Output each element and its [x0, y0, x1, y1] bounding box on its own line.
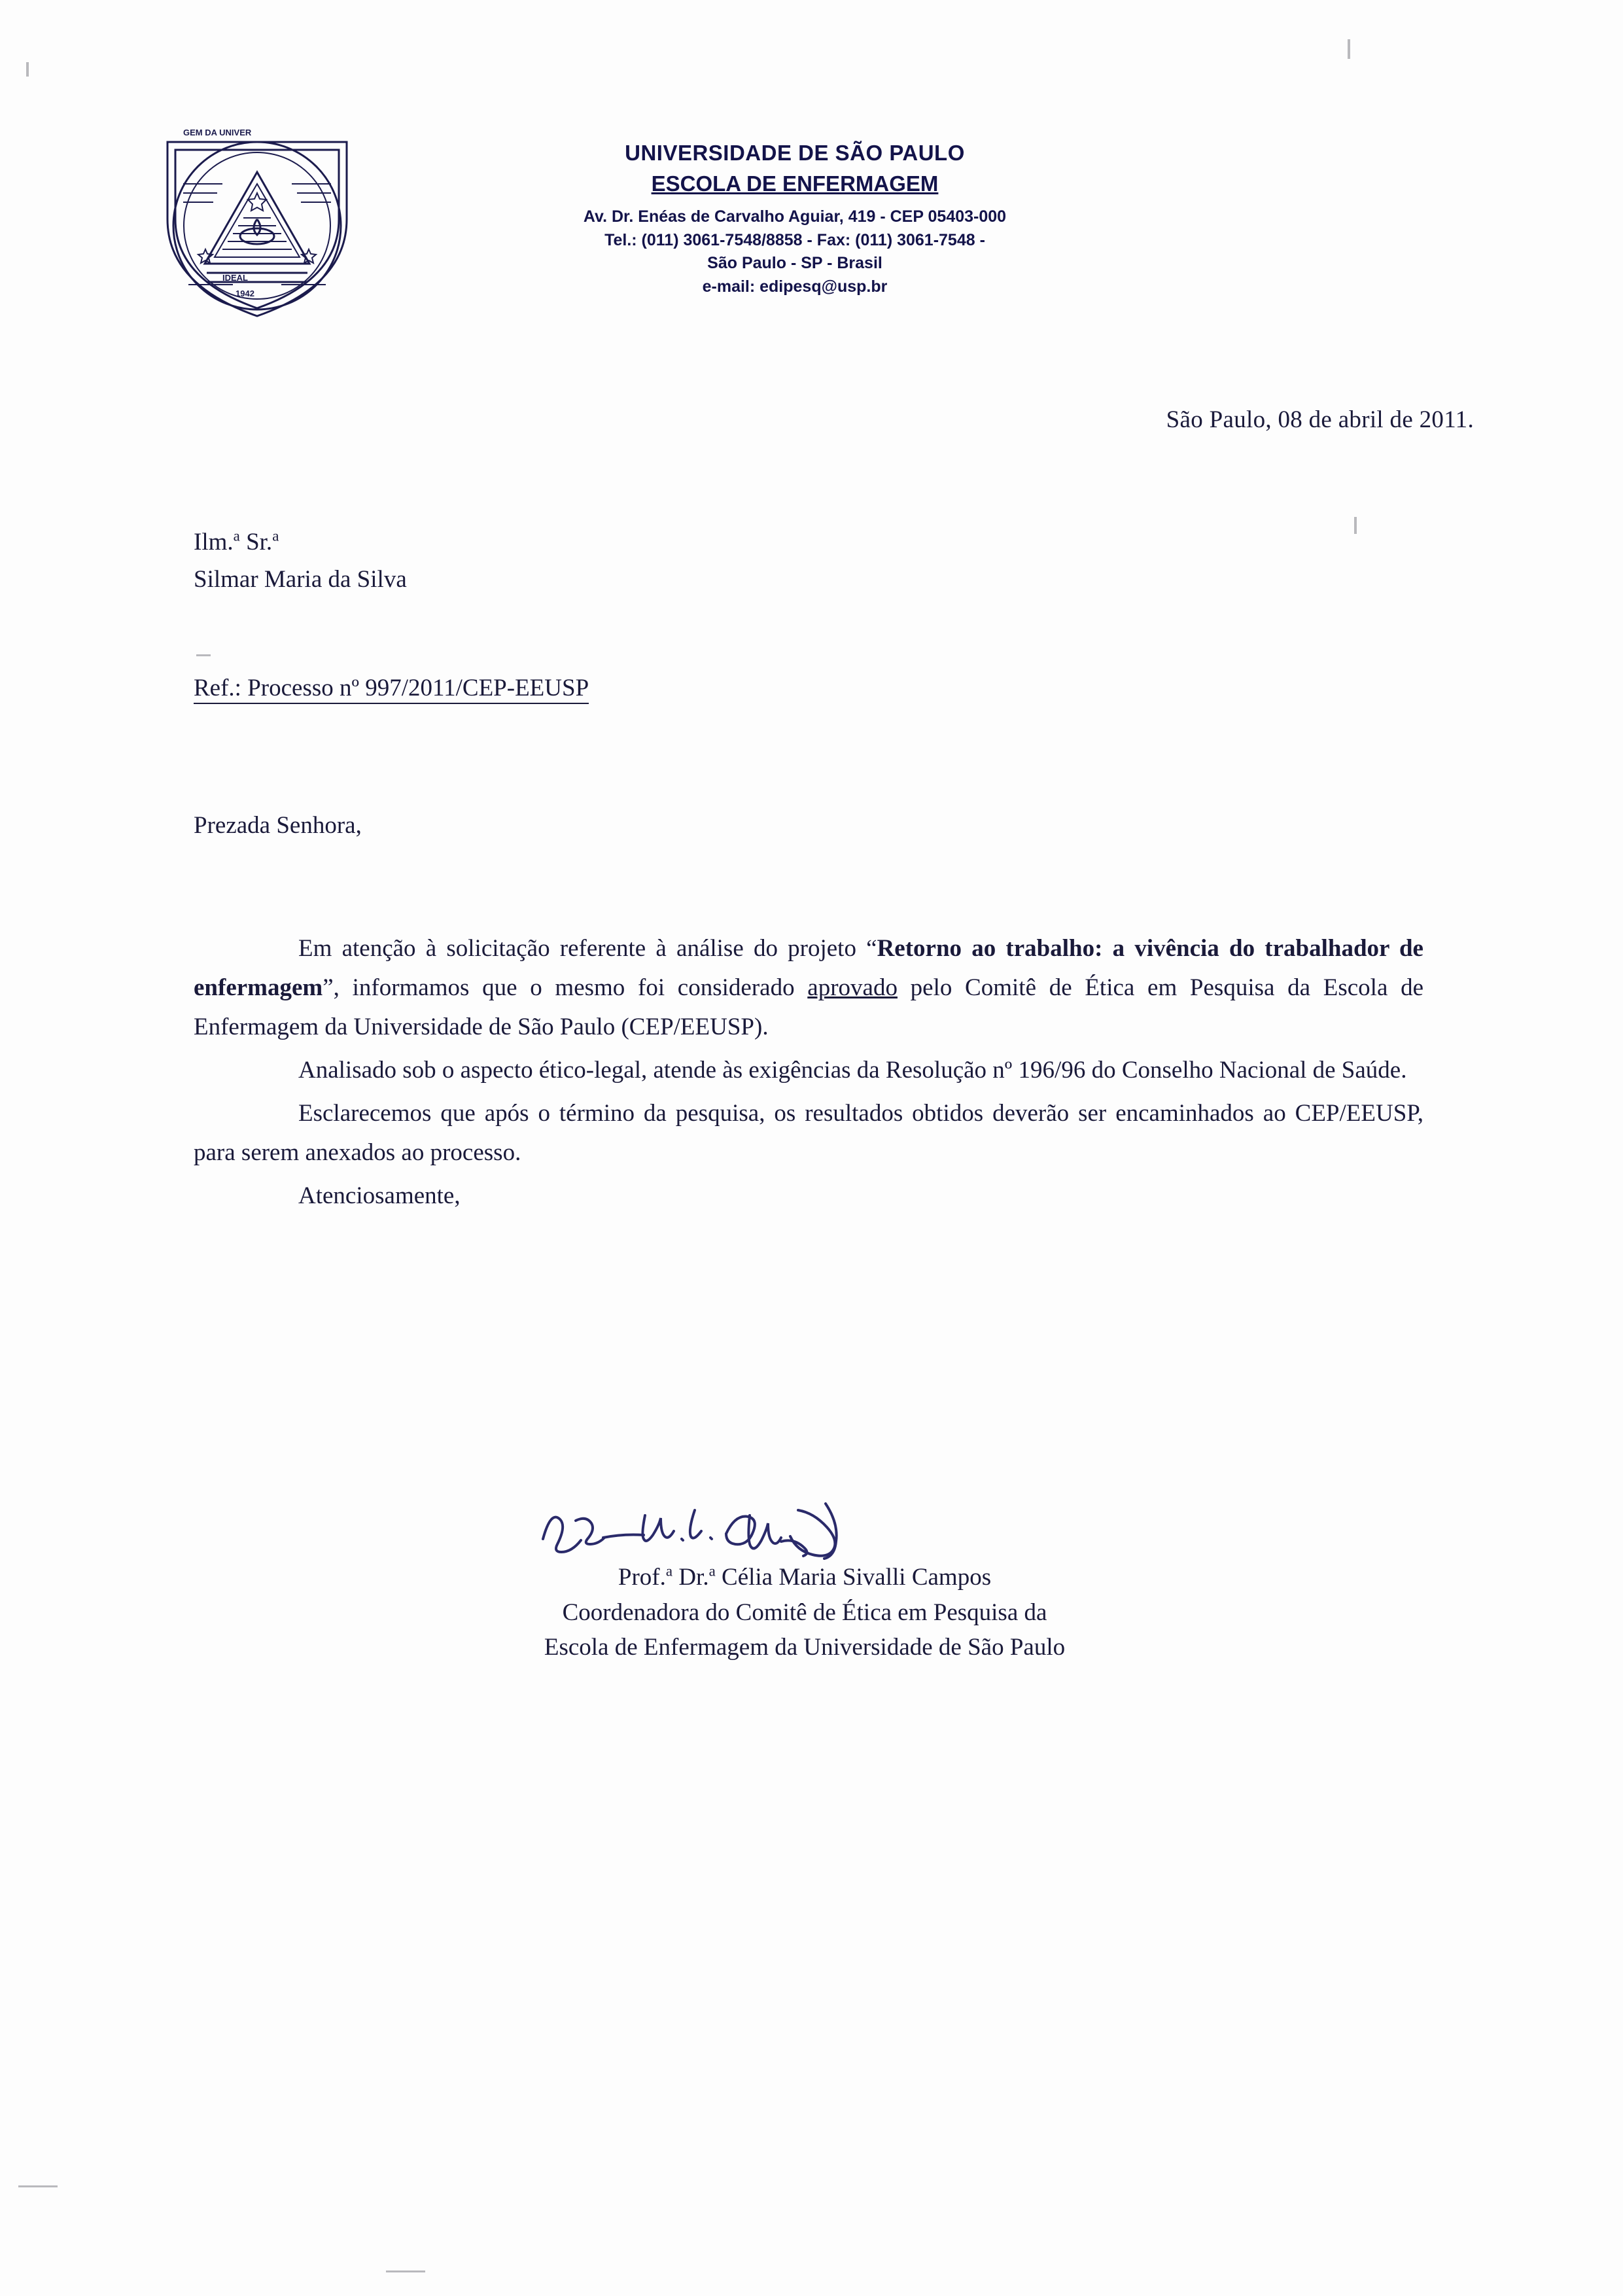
greeting: Prezada Senhora,	[194, 812, 362, 839]
university-crest-icon	[149, 121, 365, 324]
scan-artifact	[1348, 39, 1350, 59]
approval-word: aprovado	[807, 974, 898, 1001]
addressee-title: Ilm.$^a$ Sr.$^a$	[194, 527, 279, 556]
paragraph-resolution: Analisado sob o aspecto ético-legal, atende às exigências da Resolução nº 196/96 do Conselho Nacional de Saúde.	[298, 1056, 1407, 1084]
closing: Atenciosamente,	[298, 1182, 461, 1209]
reference-label: Ref.:	[194, 675, 241, 704]
svg-text:IDEAL: IDEAL	[222, 273, 248, 283]
scan-artifact	[26, 62, 29, 77]
letter-body	[194, 929, 1423, 1220]
scan-artifact	[18, 2185, 58, 2187]
handwritten-signature-icon	[419, 1498, 1191, 1570]
paragraph-approval	[194, 929, 1423, 1047]
paragraph-results: Esclarecemos que após o término da pesquisa, os resultados obtidos deverão ser encaminhados ao CEP/EEUSP, para serem anexados ao processo.	[194, 1099, 1423, 1166]
signature-name-block	[419, 1560, 1191, 1665]
paragraph1-part-a: Em atenção à solicitação referente à análise do projeto “	[298, 935, 877, 962]
addressee-block	[194, 523, 407, 599]
reference-value: Processo nº 997/2011/CEP-EEUSP	[247, 675, 589, 704]
letterhead	[0, 121, 1623, 337]
organization-unit: ESCOLA DE ENFERMAGEM	[651, 171, 939, 196]
reference-text	[194, 675, 589, 704]
signer-name: Prof.$^a$ Dr.$^a$ Célia Maria Sivalli Campos	[618, 1563, 992, 1591]
organization-address: Av. Dr. Enéas de Carvalho Aguiar, 419 - CEP 05403-000	[583, 207, 1007, 226]
organization-block	[419, 141, 1171, 298]
paragraph1-part-b: ”, informamos que o mesmo foi considerado	[323, 974, 808, 1001]
scan-artifact	[1354, 517, 1357, 534]
scan-artifact	[386, 2270, 425, 2272]
signer-role-line1: Coordenadora do Comitê de Ética em Pesquisa da	[562, 1598, 1047, 1626]
svg-text:1942: 1942	[236, 289, 254, 298]
scan-artifact	[196, 654, 211, 656]
city-date: São Paulo, 08 de abril de 2011.	[1166, 406, 1474, 433]
organization-city-state: São Paulo - SP - Brasil	[707, 254, 882, 272]
organization-name: UNIVERSIDADE DE SÃO PAULO	[625, 141, 965, 165]
svg-text:GEM DA UNIVER: GEM DA UNIVER	[183, 128, 252, 137]
signer-role-line2: Escola de Enfermagem da Universidade de São Paulo	[544, 1634, 1066, 1661]
reference-line	[194, 674, 589, 702]
signature-block	[419, 1498, 1191, 1665]
project-title: Retorno ao trabalho: a vivência do trabalhador de enfermagem	[194, 935, 1423, 1001]
organization-phone: Tel.: (011) 3061-7548/8858 - Fax: (011) 3061-7548 -	[604, 230, 985, 249]
organization-email: e-mail: edipesq@usp.br	[702, 277, 888, 296]
addressee-name: Silmar Maria da Silva	[194, 566, 407, 593]
paragraph1-part-c: pelo Comitê de Ética em Pesquisa da Escola de Enfermagem da Universidade de São Paulo (CEP/EEUSP).	[194, 974, 1423, 1040]
